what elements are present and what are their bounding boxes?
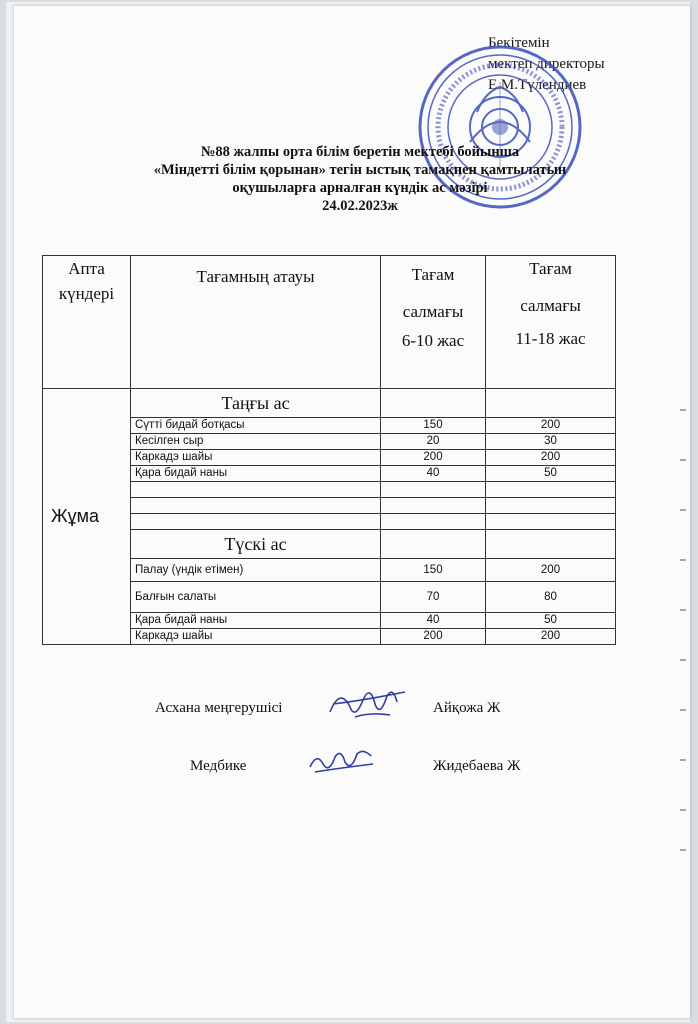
approval-line1: Бекітемін <box>488 35 550 51</box>
header-w2-line3: 11-18 жас <box>515 329 586 348</box>
header-w2-line1: Тағам <box>529 259 572 278</box>
canteen-manager-name: Айқожа Ж <box>433 700 501 716</box>
lunch-label: Түскі ас <box>131 530 381 559</box>
dish-name: Балғын салаты <box>131 582 381 613</box>
title-date: 24.02.2023ж <box>322 198 398 214</box>
weight-11-18: 30 <box>486 434 616 450</box>
weight-6-10: 200 <box>381 629 486 645</box>
weight-11-18: 200 <box>486 629 616 645</box>
menu-title <box>100 143 620 215</box>
header-dish-label: Тағамның атауы <box>196 267 315 286</box>
weight-11-18: 200 <box>486 450 616 466</box>
approval-line3: Е.М.Түлендиев <box>488 77 587 93</box>
header-days-line1: Апта <box>68 259 105 278</box>
header-days <box>43 256 131 389</box>
approval-line2: мектеп директоры <box>488 56 605 72</box>
nurse-name: Жидебаева Ж <box>433 758 521 774</box>
dish-name: Сүтті бидай ботқасы <box>131 418 381 434</box>
dish-name: Каркадэ шайы <box>131 629 381 645</box>
dish-name: Каркадэ шайы <box>131 450 381 466</box>
canteen-manager-role: Асхана меңгерушісі <box>155 700 283 716</box>
weight-6-10: 40 <box>381 466 486 482</box>
weight-11-18: 200 <box>486 559 616 582</box>
nurse-signature-icon <box>305 742 380 780</box>
weight-11-18: 50 <box>486 466 616 482</box>
dish-name: Кесілген сыр <box>131 434 381 450</box>
dish-name: Палау (үндік етімен) <box>131 559 381 582</box>
weight-6-10: 150 <box>381 418 486 434</box>
title-line1: №88 жалпы орта білім беретін мектебі бойынша <box>200 144 520 160</box>
weight-11-18: 50 <box>486 613 616 629</box>
dish-name: Қара бидай наны <box>131 466 381 482</box>
header-days-line2: күндері <box>58 284 115 303</box>
header-w1-line3: 6-10 жас <box>401 331 465 350</box>
weight-11-18: 200 <box>486 418 616 434</box>
header-dish <box>131 256 381 389</box>
title-line3: оқушыларға арналған күндік ас мәзірі <box>232 180 488 196</box>
weight-6-10: 150 <box>381 559 486 582</box>
menu-table <box>42 255 616 645</box>
title-line2: «Міндетті білім қорынан» тегін ыстық тамақпен қамтылатын <box>153 162 567 178</box>
dish-name: Қара бидай наны <box>131 613 381 629</box>
weight-11-18: 80 <box>486 582 616 613</box>
header-weight-6-10 <box>381 256 486 389</box>
header-weight-11-18 <box>486 256 616 389</box>
header-w1-line1: Тағам <box>411 265 455 284</box>
page-edge-marks <box>678 400 688 860</box>
weight-6-10: 20 <box>381 434 486 450</box>
header-w2-line2: салмағы <box>520 296 581 315</box>
weight-6-10: 70 <box>381 582 486 613</box>
breakfast-row <box>43 389 616 418</box>
day-cell: Жұма <box>43 389 131 645</box>
header-w1-line2: салмағы <box>402 302 464 321</box>
weight-6-10: 200 <box>381 450 486 466</box>
weight-6-10: 40 <box>381 613 486 629</box>
canteen-signature-icon <box>325 682 410 724</box>
breakfast-label: Таңғы ас <box>131 389 381 418</box>
table-header-row <box>43 256 616 389</box>
nurse-role: Медбике <box>190 758 247 774</box>
